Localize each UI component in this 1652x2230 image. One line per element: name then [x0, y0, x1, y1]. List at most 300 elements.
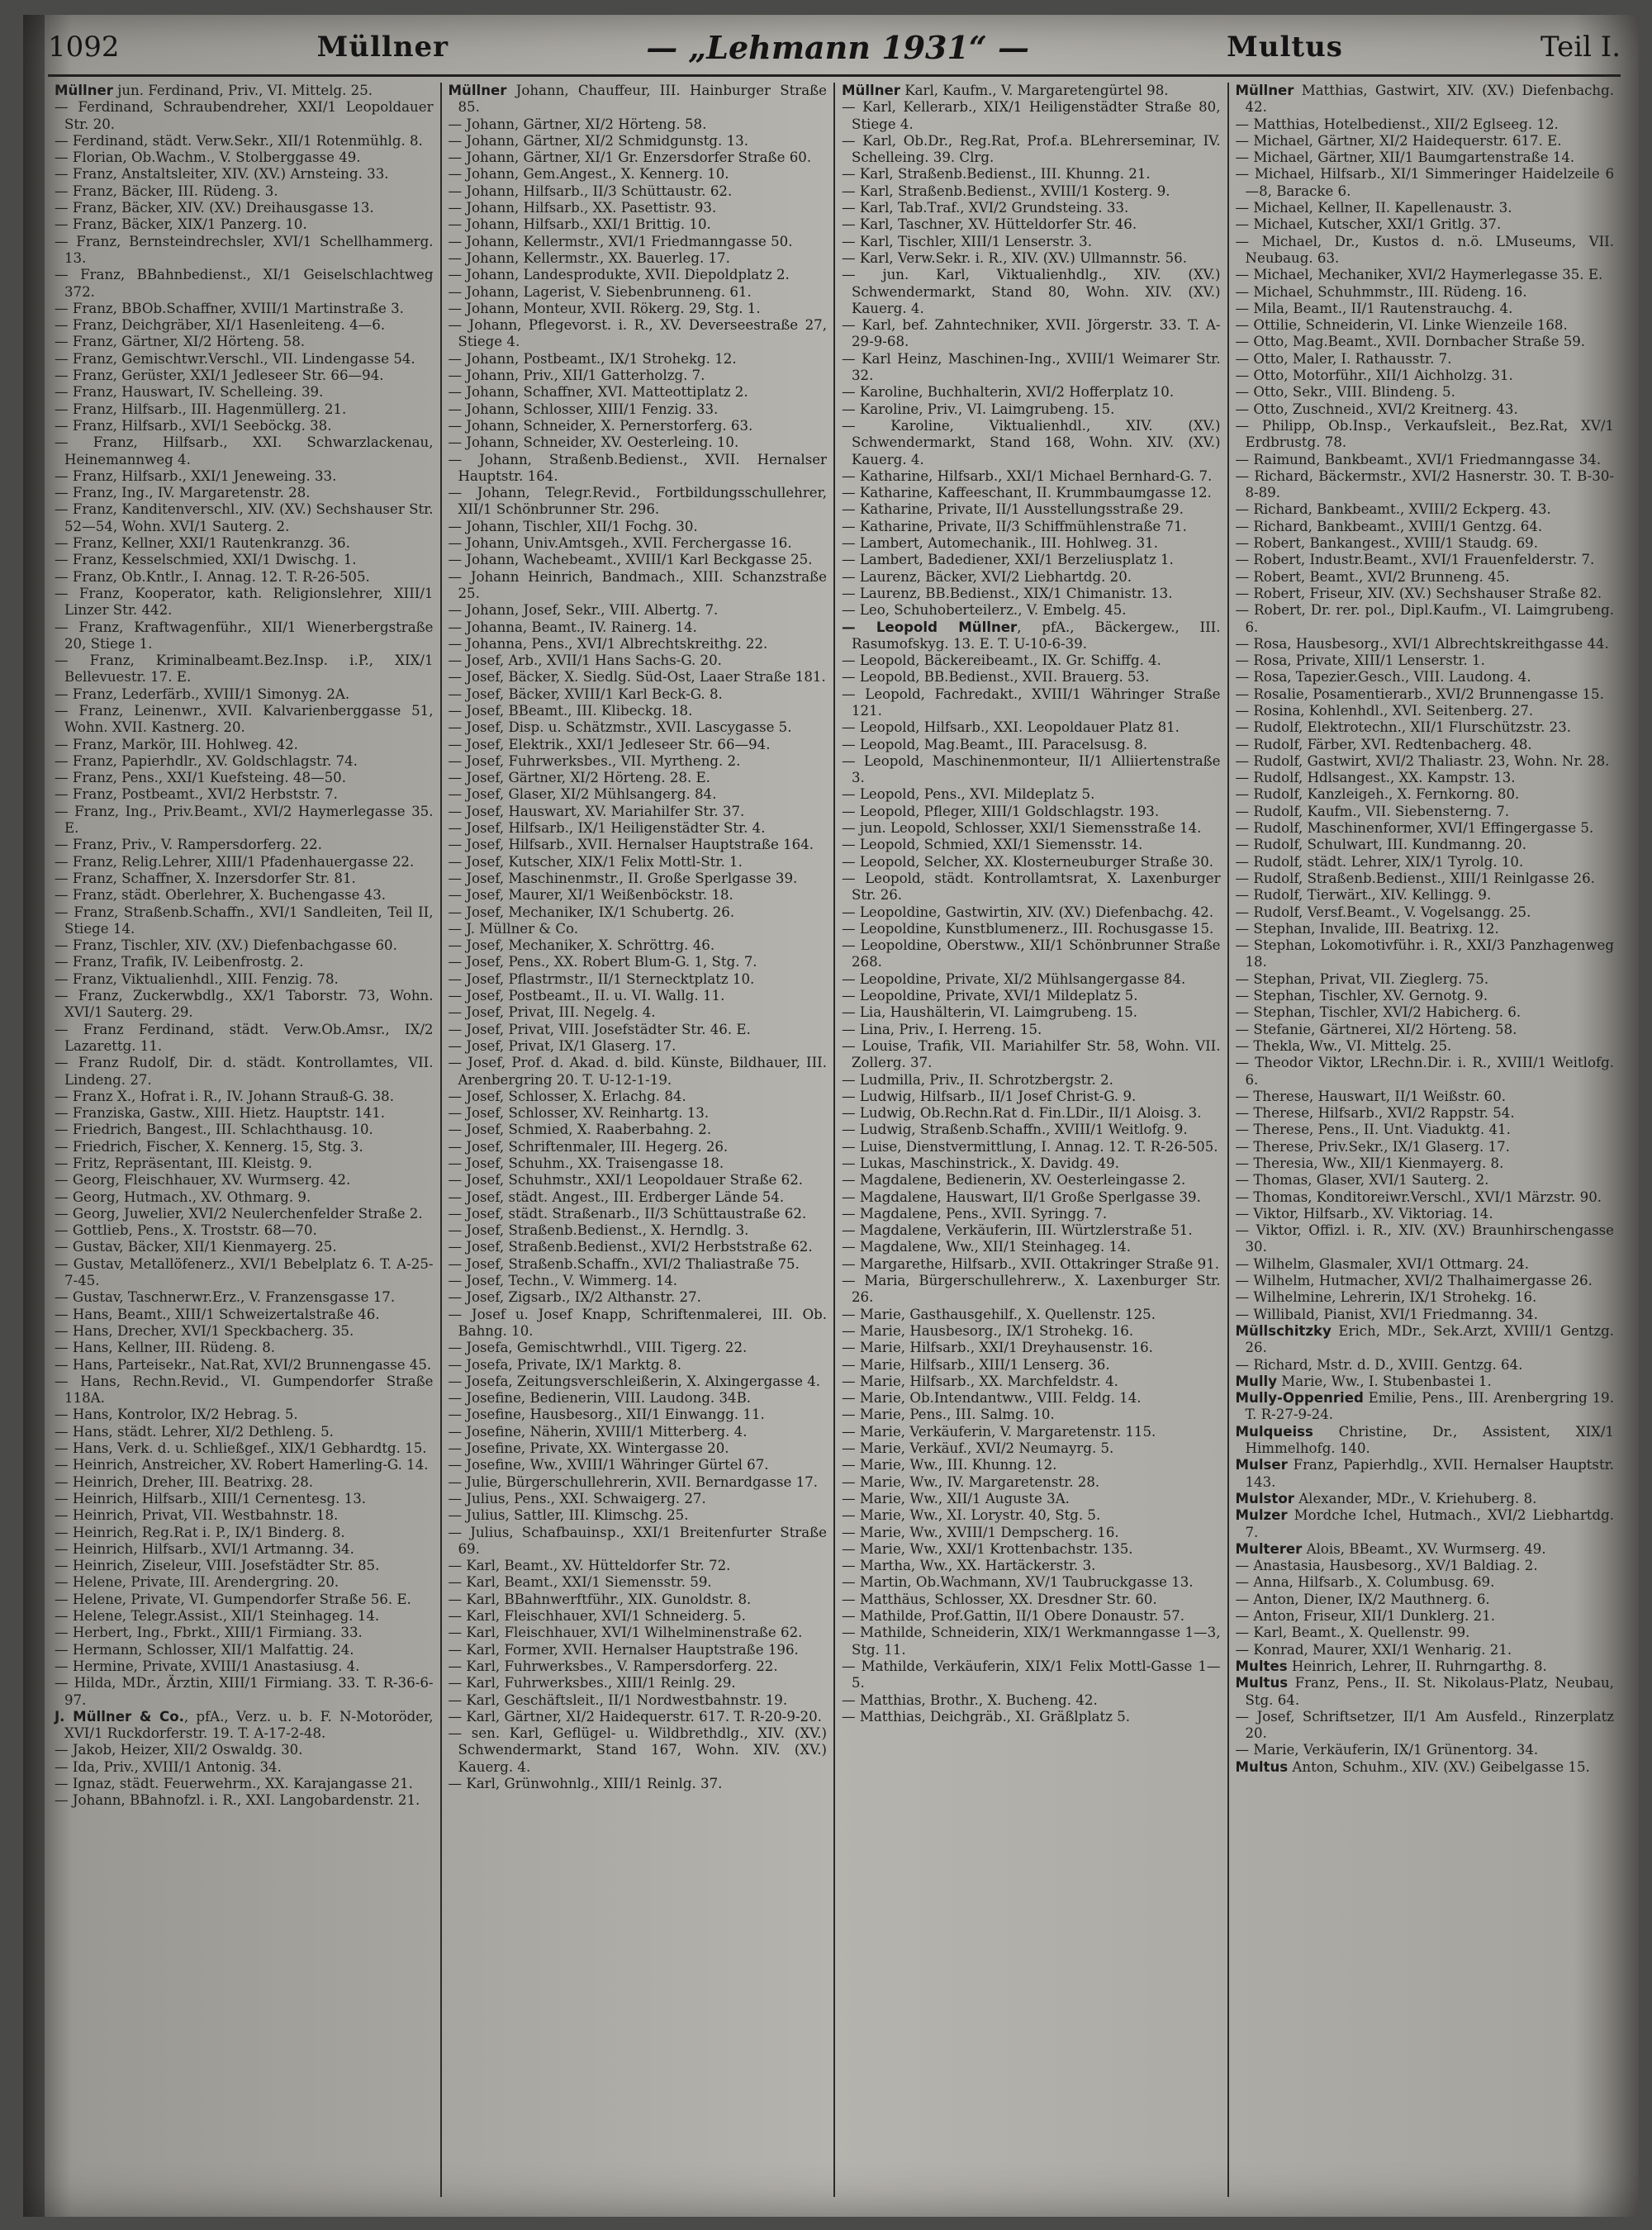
directory-entry [449, 1357, 828, 1374]
entry-text: — Gustav, Bäcker, XII/1 Kienmayerg. 25. [55, 1239, 337, 1255]
entry-text: Anton, Schuhm., XIV. (XV.) Geibelgasse 15. [1288, 1758, 1590, 1775]
directory-entry [449, 401, 828, 418]
directory-entry [1236, 988, 1615, 1004]
directory-entry [1236, 636, 1615, 652]
entry-text: — Johann, Gärtner, XI/2 Schmidgunstg. 13. [448, 132, 748, 149]
column-1 [48, 83, 442, 2197]
directory-entry [449, 971, 828, 988]
directory-entry [1236, 234, 1615, 268]
directory-entry [449, 887, 828, 904]
directory-entry [1236, 1004, 1615, 1021]
column-4 [1229, 83, 1621, 2197]
directory-entry [449, 837, 828, 853]
entry-text: — Josef, Arb., XVII/1 Hans Sachs-G. 20. [448, 652, 722, 669]
entry-text: — Heinrich, Dreher, III. Beatrixg. 28. [55, 1473, 314, 1490]
entry-text: — Robert, Industr.Beamt., XVI/1 Frauenfelderstr. 7. [1235, 552, 1595, 568]
entry-text: , pfA., Bäckergew., III. Rasumofskyg. 13. E. T. U-10-6-39. [852, 619, 1221, 652]
directory-entry [842, 1323, 1221, 1340]
entry-text: — Karl, Fuhrwerksbes., XIII/1 Reinlg. 29. [448, 1675, 736, 1691]
entry-text: — Lambert, Automechanik., III. Hohlweg. 31. [842, 535, 1158, 552]
directory-entry [842, 737, 1221, 753]
entry-text: — Josefine, Näherin, XVIII/1 Mitterberg. 4. [448, 1423, 748, 1440]
entry-text: — Marie, Ww., XXI/1 Krottenbachstr. 135. [842, 1540, 1133, 1557]
directory-entry [55, 166, 434, 183]
entry-text: — Leo, Schuhoberteilerz., V. Embelg. 45. [842, 602, 1127, 619]
directory-entry [1236, 166, 1615, 200]
directory-entry [449, 552, 828, 568]
entry-text: — Johann, Monteur, XVII. Rökerg. 29, Stg. 1. [448, 300, 761, 316]
directory-entry [1236, 1222, 1615, 1256]
entry-text: — Franz, Pens., XXI/1 Kuefsteing. 48—50. [55, 770, 347, 786]
directory-entry [842, 686, 1221, 720]
directory-entry [842, 1709, 1221, 1725]
entry-text: — Friedrich, Fischer, X. Kennerg. 15, Stg. 3. [55, 1138, 363, 1155]
directory-entry [449, 1239, 828, 1255]
directory-entry [55, 1642, 434, 1658]
entry-text: — Lukas, Maschinstrick., X. Davidg. 49. [842, 1155, 1119, 1171]
directory-entry [449, 1457, 828, 1473]
entry-text: — Franz, Gemischtwr.Verschl., VII. Lindengasse 54. [55, 350, 415, 367]
directory-entry [842, 267, 1221, 317]
entry-text: — Josef, Hilfsarb., XVII. Hernalser Hauptstraße 164. [448, 837, 814, 853]
directory-entry [842, 1457, 1221, 1473]
directory-entry [1236, 552, 1615, 568]
directory-entry [449, 1105, 828, 1122]
entry-text: — Johann Heinrich, Bandmach., XIII. Schanzstraße 25. [448, 568, 827, 601]
directory-entry [55, 267, 434, 301]
directory-entry [1236, 1709, 1615, 1743]
entry-text: — Johann, Straßenb.Bedienst., XVII. Hernalser Hauptstr. 164. [448, 451, 827, 484]
directory-entry [55, 569, 434, 586]
entry-text: Emilie, Pens., III. Arenbergring 19. T. R-27-9-24. [1245, 1390, 1614, 1423]
entry-text: — Franz, Markör, III. Hohlweg. 42. [55, 736, 298, 752]
entry-text: — Maria, Bürgerschullehrerw., X. Laxenburger Str. 26. [842, 1273, 1221, 1306]
directory-entry [1236, 1089, 1615, 1105]
entry-text: — Josef, Schriftenmaler, III. Hegerg. 26. [448, 1138, 729, 1155]
directory-entry [449, 1424, 828, 1440]
directory-entry [55, 1574, 434, 1591]
entry-text: — Stephan, Tischler, XVI/2 Habicherg. 6. [1235, 1004, 1521, 1021]
entry-text: — Theresia, Ww., XII/1 Kienmayerg. 8. [1235, 1155, 1504, 1171]
entry-text: — Franz, Viktualienhdl., XIII. Fenzig. 78. [55, 970, 339, 987]
directory-entry [1236, 468, 1615, 502]
entry-surname: Mulstor [1235, 1490, 1294, 1506]
entry-text: — Ludwig, Ob.Rechn.Rat d. Fin.LDir., II/1 Aloisg. 3. [842, 1105, 1202, 1122]
directory-entry [1236, 854, 1615, 871]
directory-entry [842, 1222, 1221, 1239]
directory-entry [55, 904, 434, 938]
entry-text: — Anton, Friseur, XII/1 Dunklerg. 21. [1235, 1608, 1496, 1625]
directory-entry [1236, 804, 1615, 820]
entry-text: Mordche Ichel, Hutmach., XVI/2 Liebhartdg. 7. [1245, 1507, 1614, 1540]
entry-text: — Heinrich, Anstreicher, XV. Robert Hamerling-G. 14. [55, 1457, 429, 1473]
directory-entry [449, 1491, 828, 1507]
entry-text: — Anastasia, Hausbesorg., XV/1 Baldiag. 2. [1235, 1558, 1538, 1574]
directory-entry [1236, 971, 1615, 988]
entry-text: — Franz, Lederfärb., XVIII/1 Simonyg. 2A. [55, 686, 350, 702]
directory-entry [1236, 602, 1615, 636]
directory-entry [842, 1491, 1221, 1507]
entry-text: — Karl, Geschäftsleit., II/1 Nordwestbahnstr. 19. [448, 1691, 788, 1708]
entry-text: — Anton, Diener, IX/2 Mauthnerg. 6. [1235, 1591, 1490, 1607]
entry-text: — Marie, Ob.Intendantww., VIII. Feldg. 14. [842, 1390, 1142, 1407]
directory-entry [1236, 871, 1615, 887]
entry-text: — Leopold, Fachredakt., XVIII/1 Währinger Straße 121. [842, 686, 1221, 719]
entry-text: — Franz Rudolf, Dir. d. städt. Kontrollamtes, VII. Lindeng. 27. [55, 1055, 434, 1088]
entry-text: — Josef, Schuhmstr., XXI/1 Leopoldauer Straße 62. [448, 1172, 804, 1189]
directory-entry [449, 434, 828, 451]
directory-entry [842, 619, 1221, 653]
directory-entry [842, 1357, 1221, 1374]
directory-entry [1236, 317, 1615, 334]
directory-entry [449, 1022, 828, 1038]
directory-entry [1236, 418, 1615, 452]
directory-entry [449, 216, 828, 233]
directory-entry [842, 837, 1221, 853]
directory-entry [842, 602, 1221, 619]
directory-entry [55, 1742, 434, 1758]
entry-text: — Franz, Tischler, XIV. (XV.) Diefenbachgasse 60. [55, 937, 397, 954]
directory-entry [55, 501, 434, 535]
scan-shadow-left [23, 15, 45, 2217]
directory-entry [1236, 1424, 1615, 1458]
directory-entry [55, 434, 434, 468]
entry-text: — Franz, Hauswart, IV. Schelleing. 39. [55, 384, 324, 401]
directory-entry [449, 737, 828, 753]
entry-text: — Matthias, Brothr., X. Bucheng. 42. [842, 1691, 1098, 1708]
directory-entry [55, 468, 434, 485]
entry-text: — Karl, Kellerarb., XIX/1 Heiligenstädter Straße 80, Stiege 4. [842, 99, 1221, 132]
entry-text: — Rosalie, Posamentierarb., XVI/2 Brunnengasse 15. [1235, 686, 1604, 702]
directory-entry [449, 1709, 828, 1725]
entry-text: — Richard, Mstr. d. D., XVIII. Gentzg. 64. [1235, 1356, 1523, 1373]
directory-entry [842, 183, 1221, 200]
directory-entry [842, 1189, 1221, 1206]
entry-text: — Josefa, Gemischtwrhdl., VIII. Tigerg. 22. [448, 1340, 748, 1356]
entry-text: — Josef, Maurer, XI/1 Weißenböckstr. 18. [448, 887, 733, 904]
entry-text: — Karl Heinz, Maschinen-Ing., XVIII/1 Weimarer Str. 32. [842, 350, 1221, 384]
directory-entry [1236, 1323, 1615, 1357]
directory-entry [449, 669, 828, 686]
entry-text: Heinrich, Lehrer, II. Ruhrngarthg. 8. [1287, 1658, 1547, 1674]
entry-text: Franz, Papierhdlg., XVII. Hernalser Hauptstr. 143. [1245, 1457, 1614, 1490]
directory-entry [55, 1625, 434, 1641]
entry-text: — Konrad, Maurer, XXI/1 Wenharig. 21. [1235, 1641, 1512, 1658]
directory-entry [842, 1089, 1221, 1105]
entry-text: — Karl, Tab.Traf., XVI/2 Grundsteing. 33. [842, 200, 1129, 216]
entry-text: — Ludwig, Straßenb.Schaffn., XVIII/1 Weitlofg. 9. [842, 1122, 1188, 1138]
directory-entry [55, 854, 434, 871]
entry-text: — Franz, Relig.Lehrer, XIII/1 Pfadenhauergasse 22. [55, 853, 415, 870]
entry-surname: Müllner [1235, 83, 1294, 98]
entry-text: — Marie, Verkäuferin, IX/1 Grünentorg. 34. [1235, 1742, 1539, 1758]
directory-entry [842, 1022, 1221, 1038]
entry-text: — Franz, BBOb.Schaffner, XVIII/1 Martinstraße 3. [55, 300, 404, 316]
entry-text: — Karl, Former, XVII. Hernalser Hauptstraße 196. [448, 1641, 799, 1658]
directory-entry [449, 267, 828, 283]
directory-entry [842, 937, 1221, 971]
directory-entry [449, 954, 828, 970]
entry-text: — Johann, Hilfsarb., XXI/1 Brittig. 10. [448, 216, 711, 233]
directory-entry [842, 1072, 1221, 1089]
directory-entry [449, 1625, 828, 1641]
entry-text: — Franz, Gärtner, XI/2 Hörteng. 58. [55, 334, 306, 350]
entry-text: — Rudolf, Kaufm., VII. Siebensterng. 7. [1235, 803, 1510, 819]
directory-entry [55, 1507, 434, 1524]
directory-entry [55, 871, 434, 887]
directory-entry [55, 334, 434, 350]
entry-text: — Leopoldine, Oberstww., XII/1 Schönbrunner Straße 268. [842, 937, 1221, 970]
entry-text: — Karl, Beamt., XXI/1 Siemensstr. 59. [448, 1574, 712, 1591]
directory-entry [842, 971, 1221, 988]
entry-text: — Robert, Bankangest., XVIII/1 Staudg. 69. [1235, 535, 1538, 552]
entry-text: — Franz, Kanditenverschl., XIV. (XV.) Sechshauser Str. 52—54, Wohn. XVI/1 Sauterg. 2. [55, 501, 434, 534]
entry-text: — Franz, Hilfsarb., XVI/1 Seeböckg. 38. [55, 417, 332, 434]
directory-entry [449, 1525, 828, 1559]
directory-entry [449, 166, 828, 183]
entry-text: — sen. Karl, Geflügel- u. Wildbrethdlg., XIV. (XV.) Schwendermarkt, Stand 167, Wohn. XIV. (XV.) Kauerg. 4. [448, 1725, 827, 1775]
entry-text: — Johann, Hilfsarb., II/3 Schüttaustr. 62. [448, 183, 733, 199]
entry-text: — Karl, Beamt., XV. Hütteldorfer Str. 72. [448, 1558, 731, 1574]
entry-text: — Georg, Fleischhauer, XV. Wurmserg. 42. [55, 1172, 351, 1189]
entry-text: — Leopold, Schmied, XXI/1 Siemensstr. 14. [842, 837, 1143, 853]
directory-entry [842, 569, 1221, 586]
directory-entry [1236, 753, 1615, 770]
directory-entry [55, 83, 434, 99]
directory-entry [842, 1239, 1221, 1255]
entry-text: — Leopold, Hilfsarb., XXI. Leopoldauer Platz 81. [842, 719, 1180, 736]
directory-entry [55, 535, 434, 552]
directory-entry [842, 1155, 1221, 1172]
entry-text: — Richard, Bankbeamt., XVIII/2 Eckperg. 43. [1235, 501, 1551, 518]
directory-entry [1236, 368, 1615, 384]
entry-text: — Viktor, Hilfsarb., XV. Viktoriag. 14. [1235, 1205, 1493, 1222]
directory-entry [449, 1474, 828, 1491]
entry-text: — Rudolf, Versf.Beamt., V. Vogelsangg. 25. [1235, 904, 1531, 920]
directory-entry [1236, 719, 1615, 736]
directory-entry [55, 1289, 434, 1306]
entry-text: — Hans, Drecher, XVI/1 Speckbacherg. 35. [55, 1322, 354, 1339]
entry-text: — Rosa, Hausbesorg., XVI/1 Albrechtskreithgasse 44. [1235, 635, 1609, 652]
entry-text: — Therese, Pens., II. Unt. Viaduktg. 41. [1235, 1122, 1511, 1138]
entry-text: — Martin, Ob.Wachmann, XV/1 Taubruckgasse 13. [842, 1574, 1194, 1591]
directory-entry [1236, 1457, 1615, 1491]
entry-text: — Leopold, Selcher, XX. Klosterneuburger Straße 30. [842, 853, 1214, 870]
directory-entry [449, 234, 828, 250]
entry-text: — Franz, Leinenwr., XVII. Kalvarienberggasse 51, Wohn. XVII. Kastnerg. 20. [55, 702, 434, 736]
directory-entry [449, 1340, 828, 1356]
right-running-head: Multus [1227, 31, 1343, 64]
entry-text: — Josefine, Private, XX. Wintergasse 20. [448, 1440, 729, 1457]
entry-text: — Rudolf, Hdlsangest., XX. Kampstr. 13. [1235, 770, 1516, 786]
directory-entry [1236, 1642, 1615, 1658]
directory-entry [842, 234, 1221, 250]
entry-text: — Josef, Pens., XX. Robert Blum-G. 1, Stg. 7. [448, 954, 757, 970]
directory-entry [55, 971, 434, 988]
directory-entry [449, 183, 828, 200]
entry-text: — Franz, Anstaltsleiter, XIV. (XV.) Arnsteing. 33. [55, 166, 389, 183]
entry-text: — Hans, Verk. d. u. Schließgef., XIX/1 Gebhardtg. 15. [55, 1440, 427, 1457]
directory-entry [449, 1507, 828, 1524]
directory-entry [55, 1776, 434, 1792]
entry-text: — Rudolf, Färber, XVI. Redtenbacherg. 48. [1235, 736, 1532, 752]
directory-entry [55, 1155, 434, 1172]
directory-entry [1236, 737, 1615, 753]
directory-entry [55, 1608, 434, 1625]
directory-entry [449, 1390, 828, 1407]
entry-text: — Hermann, Schlosser, XII/1 Malfattig. 24. [55, 1641, 354, 1658]
directory-entry [55, 1457, 434, 1473]
directory-entry [449, 1206, 828, 1222]
directory-entry [1236, 301, 1615, 317]
directory-entry [1236, 401, 1615, 418]
entry-text: — jun. Leopold, Schlosser, XXI/1 Siemensstraße 14. [842, 820, 1202, 837]
directory-entry [449, 301, 828, 317]
entry-text: — Stephan, Privat, VII. Zieglerg. 75. [1235, 970, 1489, 987]
directory-entry [842, 753, 1221, 787]
directory-entry [842, 669, 1221, 686]
entry-text: — Josef, Fuhrwerksbes., VII. Myrtheng. 2. [448, 752, 741, 769]
entry-text: — Leopold, Maschinenmonteur, II/1 Alliiertenstraße 3. [842, 752, 1221, 786]
entry-text: — Josef, Schmied, X. Raaberbahng. 2. [448, 1122, 712, 1138]
directory-entry [449, 1222, 828, 1239]
directory-entry [842, 519, 1221, 535]
entry-text: — Franz, Hilfsarb., XXI/1 Jeneweing. 33. [55, 467, 337, 484]
entry-text: — Karl, Straßenb.Bedienst., III. Khunng. 21. [842, 166, 1151, 183]
entry-text: — Josef, Straßenb.Bedienst., X. Herndlg. 3. [448, 1222, 749, 1239]
entry-text: — Franz, Gerüster, XXI/1 Jedleseer Str. 66—94. [55, 368, 384, 384]
directory-entry [449, 200, 828, 216]
directory-entry [1236, 535, 1615, 552]
directory-entry [449, 452, 828, 486]
directory-entry [55, 1089, 434, 1105]
directory-entry [1236, 1357, 1615, 1374]
directory-entry [449, 1089, 828, 1105]
entry-text: — Michael, Schuhmmstr., III. Rüdeng. 16. [1235, 283, 1527, 300]
entry-text: — Raimund, Bankbeamt., XVI/1 Friedmanngasse 34. [1235, 451, 1602, 467]
header-rule [48, 74, 1621, 77]
entry-text: — Otto, Maler, I. Rathausstr. 7. [1235, 350, 1452, 367]
entry-text: — Josefine, Bedienerin, VIII. Laudong. 34B. [448, 1390, 752, 1407]
entry-surname: J. Müllner & Co. [55, 1708, 184, 1725]
entry-text: — Franz, Postbeamt., XVI/2 Herbststr. 7. [55, 786, 338, 803]
directory-entry [55, 317, 434, 334]
directory-page [23, 15, 1639, 2217]
entry-text: — Mathilde, Prof.Gattin, II/1 Obere Donaustr. 57. [842, 1608, 1185, 1625]
entry-text: — Franz, Bernsteindrechsler, XVI/1 Schellhammerg. 13. [55, 233, 434, 266]
directory-entry [449, 871, 828, 887]
directory-entry [842, 200, 1221, 216]
directory-entry [1236, 586, 1615, 602]
entry-text: — Magdalene, Bedienerin, XV. Oesterleingasse 2. [842, 1172, 1186, 1189]
entry-text: — Josef, BBeamt., III. Klibeckg. 18. [448, 702, 693, 719]
directory-entry [842, 1340, 1221, 1356]
directory-entry [449, 1273, 828, 1289]
entry-text: — Julius, Pens., XXI. Schwaigerg. 27. [448, 1490, 706, 1506]
directory-entry [842, 1038, 1221, 1072]
entry-text: — Rosa, Private, XIII/1 Lenserstr. 1. [1235, 652, 1485, 669]
directory-entry [1236, 1273, 1615, 1289]
entry-text: — Magdalene, Hauswart, II/1 Große Sperlgasse 39. [842, 1189, 1201, 1205]
entry-text: — Robert, Dr. rer. pol., Dipl.Kaufm., VI. Laimgrubeng. 6. [1235, 602, 1614, 635]
directory-entry [449, 937, 828, 954]
directory-entry [842, 1658, 1221, 1692]
directory-entry [55, 384, 434, 401]
directory-entry [55, 1172, 434, 1189]
directory-entry [55, 954, 434, 970]
entry-text: — Franz, Priv., V. Rampersdorferg. 22. [55, 837, 322, 853]
entry-text: — J. Müllner & Co. [448, 920, 579, 937]
entry-text: — Stephan, Lokomotivführ. i. R., XXI/3 Panzhagenweg 18. [1235, 937, 1614, 970]
entry-text: — Josef, Pflastrmstr., II/1 Sternecktplatz 10. [448, 970, 755, 987]
entry-text: — Leopoldine, Kunstblumenerz., III. Rochusgasse 15. [842, 920, 1214, 937]
directory-entry [55, 485, 434, 501]
directory-entry [842, 83, 1221, 99]
directory-entry [842, 216, 1221, 233]
entry-text: — Wilhelm, Hutmacher, XVI/2 Thalhaimergasse 26. [1235, 1273, 1593, 1289]
directory-entry [55, 1792, 434, 1809]
directory-entry [1236, 1155, 1615, 1172]
entry-text: — Franz, städt. Oberlehrer, X. Buchengasse 43. [55, 887, 387, 904]
entry-text: — Josef, städt. Angest., III. Erdberger Lände 54. [448, 1189, 785, 1205]
entry-text: — Michael, Dr., Kustos d. n.ö. LMuseums, VII. Neubaug. 63. [1235, 233, 1614, 266]
directory-entry [449, 1658, 828, 1675]
page-number: 1092 [48, 31, 120, 64]
directory-entry [55, 1206, 434, 1222]
directory-entry [842, 1507, 1221, 1524]
directory-entry [842, 1424, 1221, 1440]
directory-entry [842, 317, 1221, 351]
entry-text: — Friedrich, Bangest., III. Schlachthausg. 10. [55, 1122, 373, 1138]
entry-text: — Otto, Sekr., VIII. Blindeng. 5. [1235, 384, 1455, 401]
directory-entry [842, 921, 1221, 937]
directory-entry [842, 485, 1221, 501]
entry-text: — Franz, Bäcker, III. Rüdeng. 3. [55, 183, 278, 199]
entry-surname: Mulzer [1235, 1507, 1288, 1524]
directory-entry [449, 1307, 828, 1340]
entry-text: — Gustav, Taschnerwr.Erz., V. Franzensgasse 17. [55, 1289, 396, 1306]
directory-entry [55, 301, 434, 317]
entry-text: — Johanna, Pens., XVI/1 Albrechtskreithg. 22. [448, 635, 768, 652]
directory-entry [1236, 569, 1615, 586]
directory-entry [449, 1155, 828, 1172]
entry-text: — Ignaz, städt. Feuerwehrm., XX. Karajangasse 21. [55, 1775, 413, 1791]
entry-text: — Josef, Mechaniker, IX/1 Schubertg. 26. [448, 904, 735, 920]
entry-text: — Karoline, Priv., VI. Laimgrubeng. 15. [842, 401, 1115, 417]
entry-text: — Johann, Kellermstr., XVI/1 Friedmanngasse 50. [448, 233, 793, 249]
directory-entry [1236, 149, 1615, 166]
entry-text: — Michael, Kutscher, XXI/1 Gritlg. 37. [1235, 216, 1502, 233]
entry-text: Matthias, Gastwirt, XIV. (XV.) Diefenbachg. 42. [1245, 83, 1614, 116]
entry-text: — Franz, Kellner, XXI/1 Rautenkranzg. 36. [55, 535, 350, 552]
part-label: Teil I. [1540, 31, 1621, 64]
directory-entry [449, 1289, 828, 1306]
directory-entry [55, 1307, 434, 1323]
directory-entry [1236, 267, 1615, 283]
entry-surname: Mulqueiss [1235, 1423, 1313, 1440]
directory-entry [55, 1323, 434, 1340]
entry-text: — Franz, Zuckerwbdlg., XX/1 Taborstr. 73, Wohn. XVI/1 Sauterg. 29. [55, 988, 434, 1021]
entry-text: — Johann, Landesprodukte, XVII. Diepoldplatz 2. [448, 267, 790, 283]
entry-text: — Ferdinand, Schraubendreher, XXI/1 Leopoldauer Str. 20. [55, 99, 434, 132]
directory-entry [842, 384, 1221, 401]
entry-surname: Mully [1235, 1373, 1278, 1389]
directory-entry [449, 317, 828, 351]
entry-text: — Josef, Schlosser, XV. Reinhartg. 13. [448, 1105, 710, 1122]
entry-text: Johann, Chauffeur, III. Hainburger Straße 85. [458, 83, 827, 116]
entry-text: — Johann, Gärtner, XI/2 Hörteng. 58. [448, 116, 707, 132]
directory-entry [55, 1474, 434, 1491]
